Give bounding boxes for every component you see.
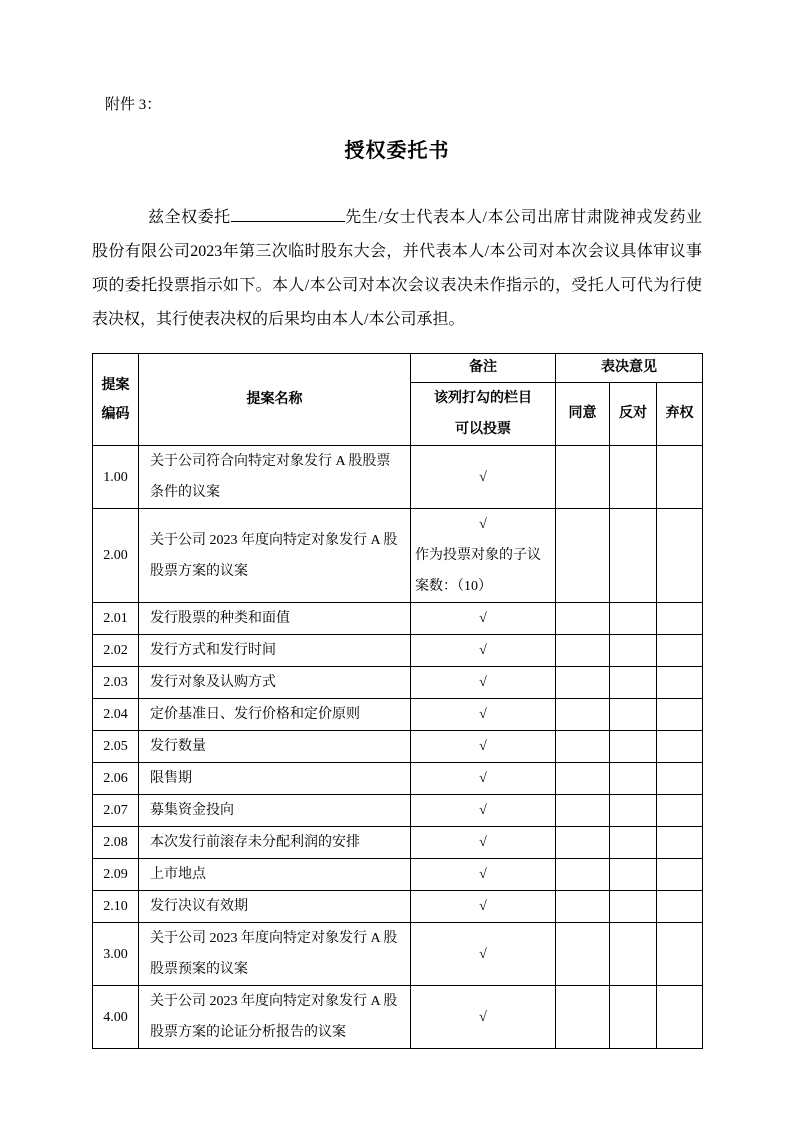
proposal-code: 2.03 [93,667,139,699]
abstain-cell [657,667,703,699]
table-row [93,731,703,763]
proposal-code: 2.00 [93,509,139,603]
proposal-code: 2.07 [93,795,139,827]
proposal-name: 发行方式和发行时间 [139,635,411,667]
header-vote-opinion: 表决意见 [556,354,703,383]
oppose-cell [610,603,657,635]
note-checkmark: √ [479,835,487,850]
agree-cell [556,763,610,795]
intro-lead: 兹全权委托 [148,209,231,226]
abstain-cell [657,891,703,923]
header-note-sub-line2: 可以投票 [455,422,511,437]
note-cell [411,795,556,827]
table-row [93,795,703,827]
note-checkmark: √ [479,675,487,690]
proposal-name: 关于公司 2023 年度向特定对象发行 A 股股票方案的论证分析报告的议案 [139,986,411,1049]
header-proposal-code: 提案编码 [93,354,139,446]
proposal-code: 2.02 [93,635,139,667]
header-oppose: 反对 [610,383,657,446]
table-row [93,509,703,603]
table-row [93,891,703,923]
proposal-name: 限售期 [139,763,411,795]
proposal-table-body [93,446,703,1049]
note-cell [411,763,556,795]
proposal-name: 关于公司 2023 年度向特定对象发行 A 股股票方案的议案 [139,509,411,603]
table-row [93,699,703,731]
proposal-vote-table [92,353,703,1049]
note-checkmark: √ [479,643,487,658]
header-agree: 同意 [556,383,610,446]
note-checkmark: √ [479,771,487,786]
abstain-cell [657,827,703,859]
agree-cell [556,923,610,986]
proposal-code: 2.04 [93,699,139,731]
proposal-name: 本次发行前滚存未分配利润的安排 [139,827,411,859]
table-row [93,603,703,635]
agree-cell [556,699,610,731]
abstain-cell [657,603,703,635]
proposal-code: 2.01 [93,603,139,635]
note-checkmark: √ [479,739,487,754]
proposal-name: 发行股票的种类和面值 [139,603,411,635]
note-checkmark: √ [479,1009,487,1025]
agree-cell [556,859,610,891]
attachment-label: 附件 3： [105,97,162,113]
oppose-cell [610,859,657,891]
attorney-name-blank [231,204,345,222]
note-cell [411,859,556,891]
table-row [93,667,703,699]
oppose-cell [610,923,657,986]
proposal-name: 发行决议有效期 [139,891,411,923]
agree-cell [556,635,610,667]
table-row [93,763,703,795]
abstain-cell [657,986,703,1049]
oppose-cell [610,827,657,859]
agree-cell [556,667,610,699]
note-checkmark: √ [479,867,487,882]
proposal-name: 发行数量 [139,731,411,763]
note-checkmark: √ [479,707,487,722]
oppose-cell [610,891,657,923]
note-checkmark: √ [479,946,487,962]
header-note: 备注 [411,354,556,383]
table-row [93,635,703,667]
note-cell [411,635,556,667]
proposal-code: 4.00 [93,986,139,1049]
agree-cell [556,827,610,859]
note-cell [411,699,556,731]
proposal-name: 募集资金投向 [139,795,411,827]
proposal-code: 1.00 [93,446,139,509]
oppose-cell [610,667,657,699]
table-row [93,986,703,1049]
abstain-cell [657,509,703,603]
header-proposal-name: 提案名称 [139,354,411,446]
oppose-cell [610,795,657,827]
agree-cell [556,986,610,1049]
oppose-cell [610,986,657,1049]
abstain-cell [657,795,703,827]
intro-paragraph [92,201,702,337]
page-title: 授权委托书 [344,140,450,162]
oppose-cell [610,509,657,603]
abstain-cell [657,763,703,795]
table-row [93,446,703,509]
proposal-name: 发行对象及认购方式 [139,667,411,699]
proposal-code: 2.09 [93,859,139,891]
note-cell [411,446,556,509]
agree-cell [556,446,610,509]
abstain-cell [657,859,703,891]
table-row [93,827,703,859]
note-cell [411,667,556,699]
note-cell [411,986,556,1049]
oppose-cell [610,635,657,667]
agree-cell [556,603,610,635]
note-checkmark: √ [479,517,487,532]
note-checkmark: √ [479,611,487,626]
proposal-name: 关于公司 2023 年度向特定对象发行 A 股股票预案的议案 [139,923,411,986]
note-cell [411,731,556,763]
proposal-code: 2.10 [93,891,139,923]
note-cell [411,891,556,923]
note-checkmark: √ [479,899,487,914]
note-cell [411,827,556,859]
proposal-code: 2.05 [93,731,139,763]
table-header [93,354,703,446]
oppose-cell [610,446,657,509]
note-extra-text: 作为投票对象的子议案数：（10） [415,548,541,594]
note-cell [411,923,556,986]
note-checkmark: √ [479,803,487,818]
header-abstain: 弃权 [657,383,703,446]
table-row [93,923,703,986]
abstain-cell [657,731,703,763]
proposal-code: 2.06 [93,763,139,795]
agree-cell [556,795,610,827]
proposal-name: 关于公司符合向特定对象发行 A 股股票条件的议案 [139,446,411,509]
header-note-sub [411,383,556,446]
abstain-cell [657,635,703,667]
note-checkmark: √ [479,469,487,485]
proposal-code: 3.00 [93,923,139,986]
table-row [93,859,703,891]
abstain-cell [657,446,703,509]
abstain-cell [657,923,703,986]
note-cell [411,509,556,603]
note-cell [411,603,556,635]
proposal-code: 2.08 [93,827,139,859]
abstain-cell [657,699,703,731]
proposal-name: 定价基准日、发行价格和定价原则 [139,699,411,731]
header-note-sub-line1: 该列打勾的栏目 [434,391,532,406]
agree-cell [556,891,610,923]
agree-cell [556,509,610,603]
proposal-name: 上市地点 [139,859,411,891]
oppose-cell [610,763,657,795]
oppose-cell [610,731,657,763]
intro-body: 先生/女士代表本人/本公司出席甘肃陇神戎发药业股份有限公司2023年第三次临时股东大会，并代表本人/本公司对本次会议具体审议事项的委托投票指示如下。本人/本公司对本次会议表决未作指示的，受托人可代为行使表决权，其行使表决权的后果均由本人/本公司承担。 [92,209,702,328]
agree-cell [556,731,610,763]
oppose-cell [610,699,657,731]
